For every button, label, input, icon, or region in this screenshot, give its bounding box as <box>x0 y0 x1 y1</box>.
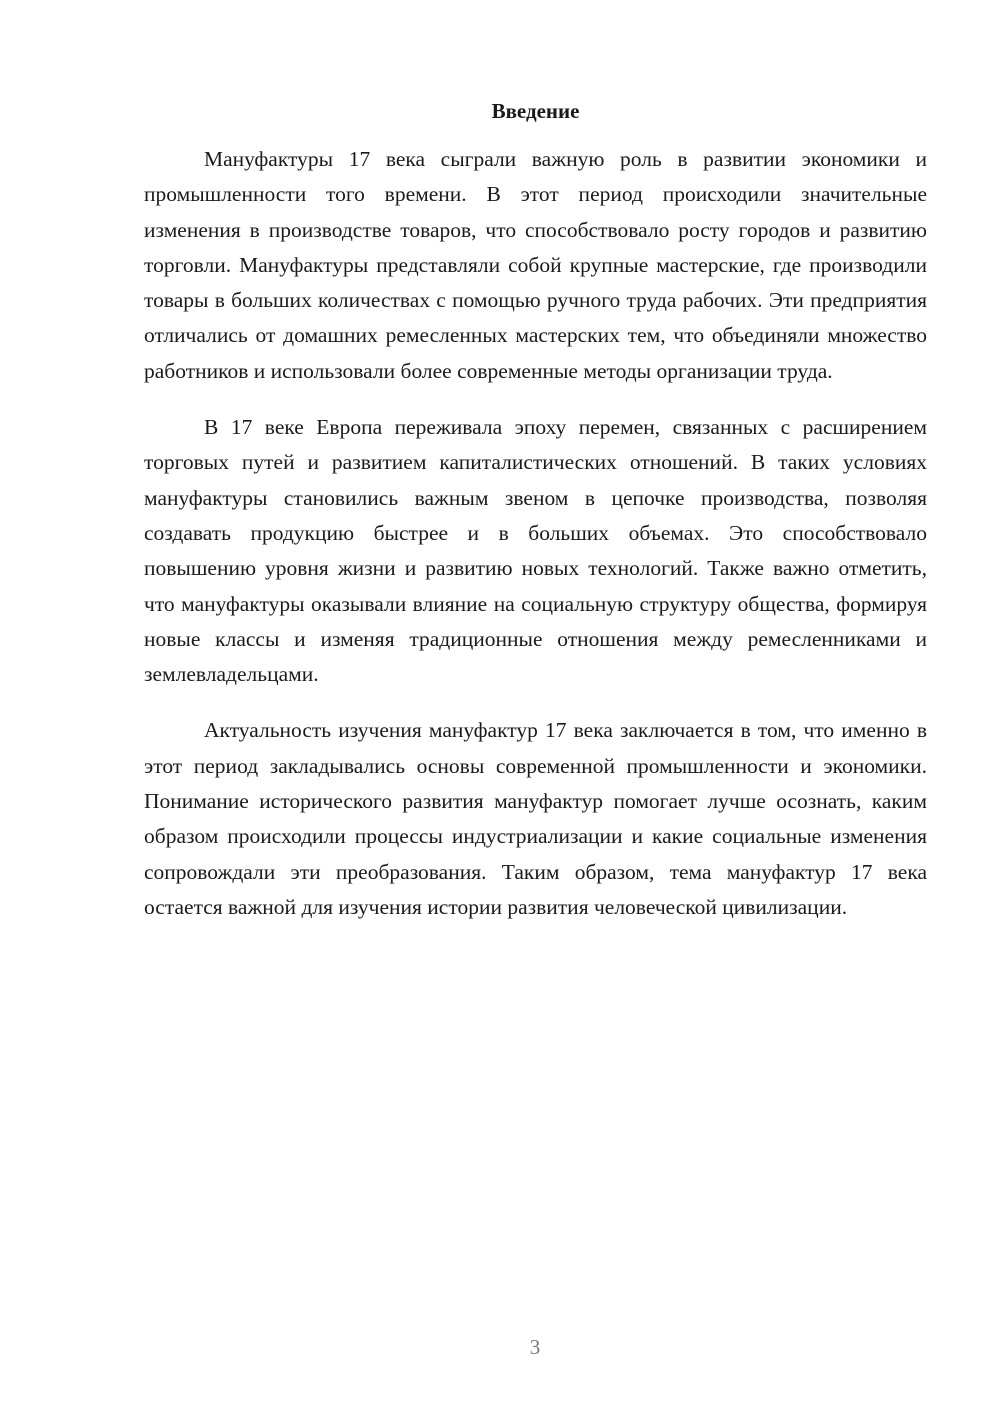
paragraph-2: В 17 веке Европа переживала эпоху перемен, связанных с расширением торговых путей и развитием капиталистических отношений. В таких условиях мануфактуры становились важным звеном в цепочке производства, позволяя создавать продукцию быстрее и в больших объемах. Это способствовало повышению уровня жизни и развитию новых технологий. Также важно отметить, что мануфактуры оказывали влияние на социальную структуру общества, формируя новые классы и изменяя традиционные отношения между ремесленниками и землевладельцами. <box>144 415 927 687</box>
paragraph-3: Актуальность изучения мануфактур 17 века заключается в том, что именно в этот период закладывались основы современной промышленности и экономики. Понимание исторического развития мануфактур помогает лучше осознать, каким образом происходили процессы индустриализации и какие социальные изменения сопровождали эти преобразования. Таким образом, тема мануфактур 17 века остается важной для изучения истории развития человеческой цивилизации. <box>144 718 927 919</box>
page-number: 3 <box>529 1335 541 1359</box>
body-text <box>144 142 927 946</box>
section-heading: Введение <box>491 99 580 123</box>
paragraph-1: Мануфактуры 17 века сыграли важную роль в развитии экономики и промышленности того времени. В этот период происходили значительные изменения в производстве товаров, что способствовало росту городов и развитию торговли. Мануфактуры представляли собой крупные мастерские, где производили товары в больших количествах с помощью ручного труда рабочих. Эти предприятия отличались от домашних ремесленных мастерских тем, что объединяли множество работников и использовали более современные методы организации труда. <box>144 147 927 383</box>
